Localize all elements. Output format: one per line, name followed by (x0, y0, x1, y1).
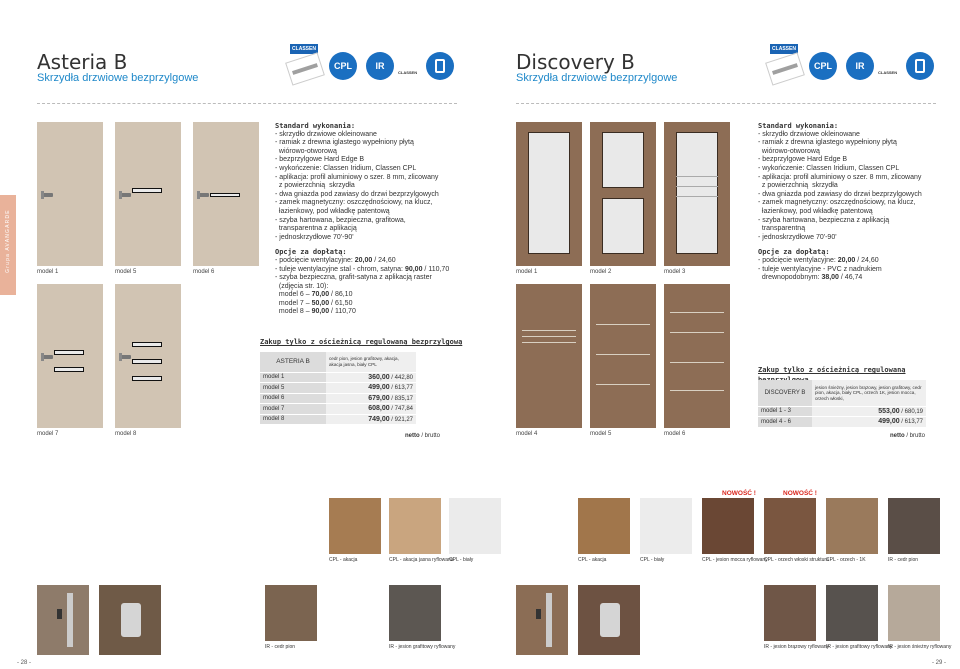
spec-line: z powierzchnią skrzydła (758, 182, 838, 190)
row-price (326, 372, 416, 383)
edge-profile-icon (765, 52, 805, 85)
spec-line: - szyba hartowana, bezpieczna z aplikacją (758, 216, 890, 224)
spec-line: - skrzydło drzwiowe okleinowane (275, 130, 377, 138)
option-line (275, 308, 460, 317)
row-gross-price: / 747,84 (389, 406, 413, 413)
row-gross-price: / 921,27 (389, 416, 413, 423)
option-net-price: 90,00 (404, 265, 423, 273)
door-caption: model 8 (115, 431, 137, 437)
spec-line: - jednoskrzydłowe 70'-90' (758, 233, 837, 241)
door-asteria-model-6 (193, 122, 259, 266)
spec-line: transparentna z aplikacją (275, 225, 357, 233)
options-title: Opcje za dopłatą: (758, 248, 830, 257)
door-glass-slot (132, 359, 162, 364)
door-glass-slot (54, 350, 84, 355)
hard-edge-icon (426, 52, 454, 80)
right-table-footer: netto / brutto (890, 433, 926, 439)
options-title: Opcje za dopłatą: (275, 248, 347, 257)
table-row (260, 372, 416, 383)
door-glass-slot (132, 342, 162, 347)
swatch-caption: IR - jesion grafitowy ryflowany (389, 644, 456, 650)
option-net-price: 20,00 (354, 256, 373, 264)
door-asteria-model-8 (115, 284, 181, 428)
row-price (326, 404, 416, 415)
door-handle-icon (43, 355, 53, 359)
row-net-price: 360,00 (368, 373, 390, 381)
color-swatch (578, 498, 630, 554)
door-caption: model 2 (590, 269, 612, 275)
door-caption: model 4 (516, 431, 538, 437)
swatch-caption: IR - cedr pion (888, 557, 919, 563)
right-spec-block (758, 122, 943, 283)
left-table-footer: netto / brutto (405, 433, 441, 439)
row-price (812, 417, 926, 428)
spec-title: Standard wykonania: (758, 122, 839, 130)
spec-line: - ramiak z drewna iglastego wypełniony płytą (275, 139, 414, 147)
row-net-price: 749,00 (368, 415, 390, 423)
swatch-caption: CPL - orzech włoski struktura (764, 557, 829, 563)
door-handle-icon (121, 193, 131, 197)
spec-line: wiórowo-otworową (758, 147, 820, 155)
spec-line: łazienkowy, pod wkładkę patentową (758, 207, 873, 215)
color-swatch (888, 498, 940, 554)
option-text: drewnopodobnym: (758, 274, 822, 282)
door-glass-panel (676, 132, 718, 254)
door-glass-slot (54, 367, 84, 372)
swatch-caption: CPL - biały (640, 557, 665, 563)
option-line (758, 257, 943, 266)
option-gross-price: / 61,50 (329, 299, 353, 307)
option-line (758, 266, 943, 275)
row-price (326, 414, 416, 425)
left-title: Asteria B (37, 50, 128, 74)
color-swatch (265, 585, 317, 641)
option-net-price: 20,00 (837, 256, 856, 264)
table-header-label: ASTERIA B (260, 352, 326, 372)
door-discovery-model-5 (590, 284, 656, 428)
table-header-finish: jesion śnieżny, jesion brązowy, jesion grafitowy, cedr pion, akacja, biały CPL, orzech 1K, jesion mocca, orzech włoski, (812, 380, 926, 406)
color-swatch (764, 498, 816, 554)
option-text: model 6 – (275, 291, 312, 299)
row-gross-price: / 613,77 (389, 385, 413, 392)
door-caption: model 6 (664, 431, 686, 437)
spec-line: - skrzydło drzwiowe okleinowane (758, 130, 860, 138)
color-swatch (329, 498, 381, 554)
spec-line: łazienkowy, pod wkładkę patentową (275, 207, 390, 215)
color-swatch (826, 498, 878, 554)
door-handle-icon (199, 193, 209, 197)
right-purchase-title: Zakup tylko z ościeżnicą regulowaną (758, 366, 906, 374)
color-swatch (640, 498, 692, 554)
spec-line: - aplikacja: profil aluminiowy o szer. 8 mm, zlicowany (758, 173, 922, 181)
row-net-price: 679,00 (368, 394, 390, 402)
door-caption: model 5 (590, 431, 612, 437)
swatch-caption: IR - jesion brązowy ryflowany (764, 644, 830, 650)
row-gross-price: / 680,19 (899, 408, 923, 415)
table-row (260, 393, 416, 404)
option-line (275, 283, 460, 292)
hinge-photo (37, 585, 89, 655)
classen-logo: CLASSEN (290, 44, 318, 54)
door-discovery-model-6 (664, 284, 730, 428)
cpl-logo: CPL (809, 52, 837, 80)
door-asteria-model-1 (37, 122, 103, 266)
door-handle-icon (43, 193, 53, 197)
left-purchase-title: Zakup tylko z ościeżnicą regulowaną bezprzylgową (260, 338, 463, 346)
option-text: (zdjęcia str. 10): (275, 282, 329, 290)
table-row (758, 406, 926, 417)
new-badge: NOWOŚĆ ! (722, 490, 756, 497)
door-discovery-model-4 (516, 284, 582, 428)
option-text: - tuleje wentylacyjne - PVC z nadrukiem (758, 265, 882, 273)
option-line (758, 274, 943, 283)
row-net-price: 499,00 (368, 384, 390, 392)
table-header-finish: cedr pion, jesion grafitowy, akacja, akacja jasna, biały CPL (326, 352, 416, 372)
door-caption: model 6 (193, 269, 215, 275)
option-net-price: 50,00 (311, 299, 330, 307)
options-list (758, 257, 943, 283)
door-caption: model 1 (37, 269, 59, 275)
cpl-logo: CPL (329, 52, 357, 80)
swatch-caption: IR - cedr pion (265, 644, 296, 650)
table-row (260, 414, 416, 425)
option-net-price: 90,00 (311, 308, 330, 316)
door-discovery-model-1 (516, 122, 582, 266)
option-text: - podcięcie wentylacyjne: (275, 256, 355, 264)
spec-line: - zamek magnetyczny: oszczędnościowy, na klucz, (758, 199, 916, 207)
spec-line: - dwa gniazda pod zawiasy do drzwi bezprzylgowych (275, 190, 439, 198)
option-line (275, 257, 460, 266)
door-caption: model 3 (664, 269, 686, 275)
spec-lines (758, 131, 943, 243)
spec-line: wiórowo-otworową (275, 147, 337, 155)
spec-line: z powierzchnią skrzydła (275, 182, 355, 190)
right-title: Discovery B (516, 50, 635, 74)
row-gross-price: / 835,17 (389, 395, 413, 402)
row-net-price: 499,00 (878, 418, 900, 426)
door-glass-panel (602, 132, 644, 188)
hinge-photo (99, 585, 161, 655)
edge-profile-icon (285, 52, 325, 85)
door-handle-icon (121, 355, 131, 359)
right-price-table (758, 380, 926, 428)
spec-line: - ramiak z drewna iglastego wypełniony płytą (758, 139, 897, 147)
spec-title: Standard wykonania: (275, 122, 356, 130)
side-tab: Grupa AVANGARDE (0, 195, 16, 295)
hinge-photo (578, 585, 640, 655)
swatch-caption: CPL - jesion mocca ryflowany (702, 557, 768, 563)
swatch-caption: CPL - akacja jasna ryflowana (389, 557, 454, 563)
color-swatch (826, 585, 878, 641)
spec-line: - bezprzylgowe Hard Edge B (758, 156, 848, 164)
left-page-number: - 28 - (17, 660, 32, 666)
option-gross-price: / 86,10 (329, 291, 353, 299)
spec-line: - zamek magnetyczny: oszczędnościowy, na klucz, (275, 199, 433, 207)
row-model: model 5 (260, 383, 326, 394)
ir-logo: IR (846, 52, 874, 80)
classen-logo: CLASSEN (770, 44, 798, 54)
hinge-photo (516, 585, 568, 655)
color-swatch (888, 585, 940, 641)
options-list (275, 257, 460, 317)
classen-small-logo: CLASSEN (878, 70, 898, 75)
table-row (758, 417, 926, 428)
swatch-caption: CPL - orzech - 1K (826, 557, 866, 563)
color-swatch (389, 498, 441, 554)
ir-logo: IR (366, 52, 394, 80)
option-net-price: 38,00 (821, 274, 839, 282)
right-page-number: - 29 - (932, 660, 947, 666)
door-glass-panel (528, 132, 570, 254)
row-gross-price: / 442,80 (389, 374, 413, 381)
left-price-table (260, 352, 416, 425)
color-swatch (702, 498, 754, 554)
option-line (275, 266, 460, 275)
row-price (326, 393, 416, 404)
classen-small-logo: CLASSEN (398, 70, 418, 75)
spec-line: - aplikacja: profil aluminiowy o szer. 8 mm, zlicowany (275, 173, 439, 181)
table-row (260, 404, 416, 415)
option-line (275, 300, 460, 309)
option-text: - podcięcie wentylacyjne: (758, 256, 838, 264)
door-discovery-model-2 (590, 122, 656, 266)
swatch-caption: IR - jesion śnieżny ryflowany (888, 644, 952, 650)
door-discovery-model-3 (664, 122, 730, 266)
swatch-caption: IR - jesion grafitowy ryflowany (826, 644, 893, 650)
spec-lines (275, 131, 460, 243)
spec-line: - dwa gniazda pod zawiasy do drzwi bezprzylgowych (758, 190, 922, 198)
table-header-label: DISCOVERY B (758, 380, 812, 406)
row-model: model 6 (260, 393, 326, 404)
swatch-caption: CPL - akacja (578, 557, 607, 563)
row-model: model 7 (260, 404, 326, 415)
right-subtitle: Skrzydła drzwiowe bezprzylgowe (516, 72, 678, 84)
row-net-price: 608,00 (368, 405, 390, 413)
row-model: model 4 - 6 (758, 417, 812, 428)
spec-line: - wykończenie: Classen Iridium, Classen CPL (758, 164, 900, 172)
option-text: model 8 – (275, 308, 312, 316)
door-caption: model 1 (516, 269, 538, 275)
door-asteria-model-7 (37, 284, 103, 428)
row-model: model 8 (260, 414, 326, 425)
row-model: model 1 - 3 (758, 406, 812, 417)
spec-line: transparentną (758, 225, 806, 233)
door-caption: model 5 (115, 269, 137, 275)
table-row (260, 383, 416, 394)
spec-line: - szyba hartowana, bezpieczna, grafitowa, (275, 216, 406, 224)
option-line (275, 274, 460, 283)
row-net-price: 553,00 (878, 407, 900, 415)
row-gross-price: / 613,77 (899, 419, 923, 426)
door-glass-slot (210, 193, 240, 197)
option-line (275, 291, 460, 300)
left-divider (37, 103, 457, 104)
door-glass-panel (602, 198, 644, 254)
row-price (326, 383, 416, 394)
new-badge: NOWOŚĆ ! (783, 490, 817, 497)
door-glass-slot (132, 188, 162, 193)
option-text: model 7 – (275, 299, 312, 307)
option-text: - szyba bezpieczna, grafit-satyna z aplikacją raster (275, 274, 432, 282)
door-asteria-model-5 (115, 122, 181, 266)
right-divider (516, 103, 936, 104)
hard-edge-icon (906, 52, 934, 80)
swatch-caption: CPL - akacja (329, 557, 358, 563)
left-subtitle: Skrzydła drzwiowe bezprzylgowe (37, 72, 199, 84)
row-model: model 1 (260, 372, 326, 383)
color-swatch (389, 585, 441, 641)
option-gross-price: / 24,60 (372, 256, 396, 264)
spec-line: - bezprzylgowe Hard Edge B (275, 156, 365, 164)
color-swatch (764, 585, 816, 641)
row-price (812, 406, 926, 417)
option-text: - tuleje wentylacyjne stal - chrom, satyna: (275, 265, 405, 273)
door-glass-slot (132, 376, 162, 381)
option-gross-price: / 110,70 (329, 308, 356, 316)
spec-line: - jednoskrzydłowe 70'-90' (275, 233, 354, 241)
option-net-price: 70,00 (311, 291, 330, 299)
option-gross-price: / 24,60 (855, 256, 879, 264)
swatch-caption: CPL - biały (449, 557, 474, 563)
spec-line: - wykończenie: Classen Iridium, Classen CPL (275, 164, 417, 172)
door-caption: model 7 (37, 431, 59, 437)
option-gross-price: / 46,74 (838, 274, 863, 282)
option-gross-price: / 110,70 (422, 265, 450, 273)
left-spec-block (275, 122, 460, 317)
color-swatch (449, 498, 501, 554)
